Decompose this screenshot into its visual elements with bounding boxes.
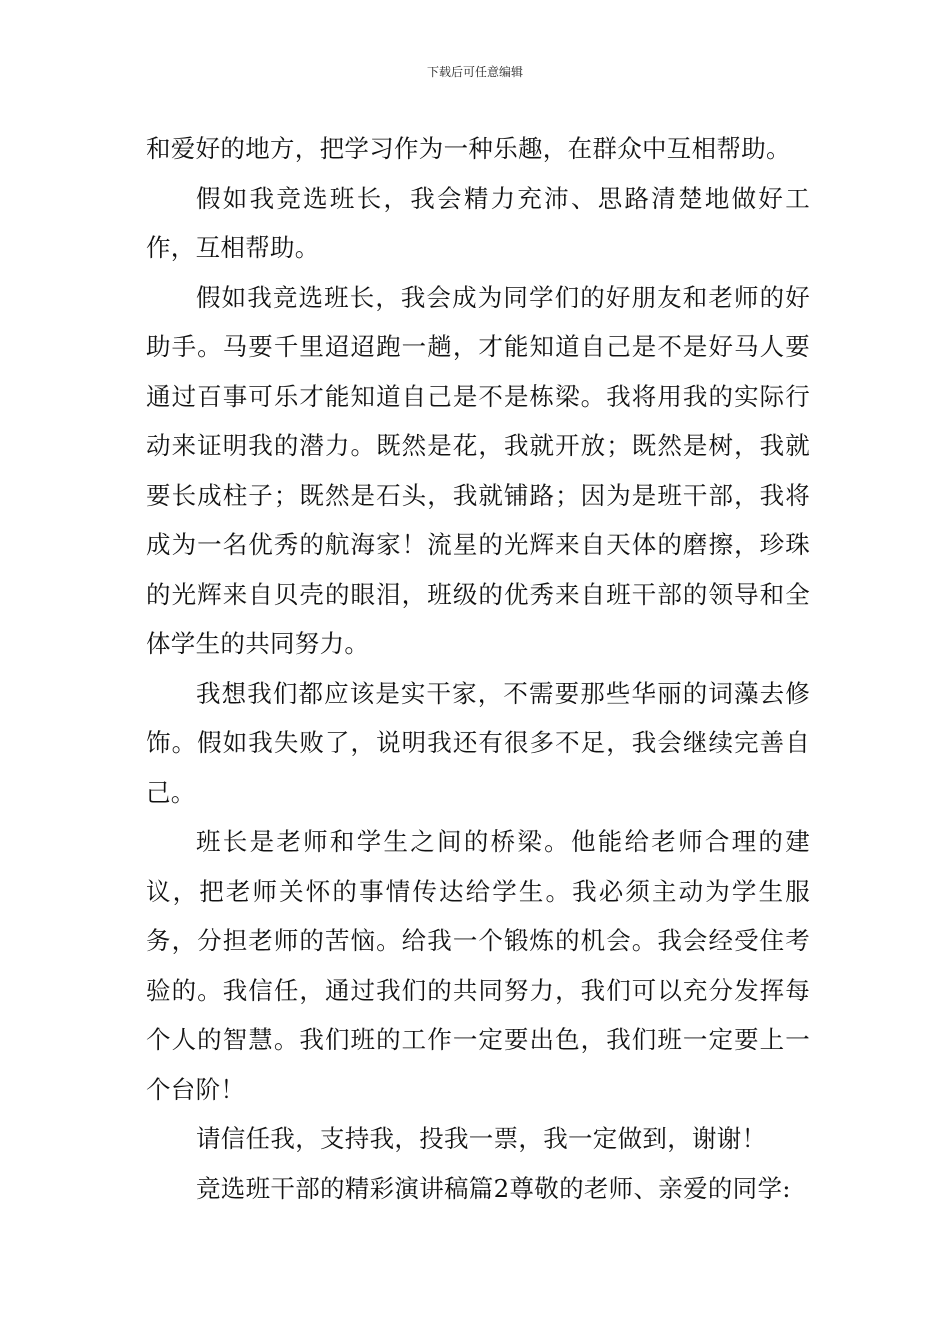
section-heading-line: 竞选班干部的精彩演讲稿篇2尊敬的老师、亲爱的同学:	[196, 1173, 791, 1203]
paragraph: 假如我竞选班长，我会成为同学们的好朋友和老师的好助手。马要千里迢迢跑一趟，才能知道自己是不是好马人要通过百事可乐才能知道自己是不是栋梁。我将用我的实际行动来证明我的潜力。既然是花，我就开放；既然是树，我就要长成柱子；既然是石头，我就铺路；因为是班干部，我将成为一名优秀的航海家！流星的光辉来自天体的磨擦，珍珠的光辉来自贝壳的眼泪，班级的优秀来自班干部的领导和全体学生的共同努力。	[146, 282, 810, 658]
document-body	[146, 124, 810, 1213]
paragraph: 班长是老师和学生之间的桥梁。他能给老师合理的建议，把老师关怀的事情传达给学生。我必须主动为学生服务，分担老师的苦恼。给我一个锻炼的机会。我会经受住考验的。我信任，通过我们的共同努力，我们可以充分发挥每个人的智慧。我们班的工作一定要出色，我们班一定要上一个台阶！	[146, 827, 810, 1104]
paragraph: 假如我竞选班长，我会精力充沛、思路清楚地做好工作，互相帮助。	[146, 183, 810, 262]
paragraph-continuation: 和爱好的地方，把学习作为一种乐趣，在群众中互相帮助。	[146, 134, 791, 163]
paragraph: 请信任我，支持我，投我一票，我一定做到，谢谢！	[196, 1124, 767, 1153]
page-header: 下载后可任意编辑	[426, 65, 523, 79]
paragraph: 我想我们都应该是实干家，不需要那些华丽的词藻去修饰。假如我失败了，说明我还有很多不足，我会继续完善自己。	[146, 678, 810, 807]
